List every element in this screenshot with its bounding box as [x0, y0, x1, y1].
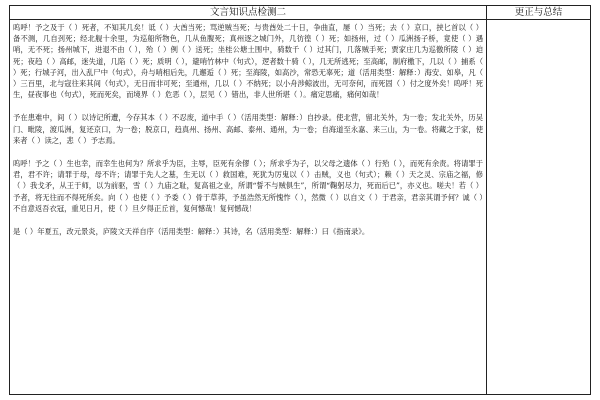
passage-paragraph-1: 呜呼！予之及于（ ）死者，不知其几矣！诋（ ）大酋当死；骂逆贼当死；与贵酋处二十日，争曲直，屡（ ）当死；去（ ）京口，挟匕首以（ ）备不测，几自刭死；经北舰十余里，为巡船所物色，几从鱼腹死；真州逐之城门外，几彷徨（ ）死；如扬州，过（ ）瓜洲扬子桥，竟使（ ）遇哨，无不死；扬州城下，进退不由（ ），殆（ ）例（ ）送死；坐桂公塘土围中，骑数千（ ）过其门，几落贼手死；贾家庄几为巡徼所陵（ ）迫死；夜趋（ ）高邮，迷失道，几陷（ ）死；质明（ ），避哨竹林中（句式），逻者数十骑（ ），几无所逃死；至高邮，制府檄下，几以（ ）捕系（ ）死；行城子河，出入乱尸中（句式），舟与哨相后先，几邂逅（ ）死；至海陵，如高沙，常恐无辜死；道（活用类型：解释：）海安、如皋，凡（ ）三百里，北与寇往来其间（句式），无日而非可死；至通州，几以（ ）不纳死；以小舟涉鲸波出，无可奈何，而死固（ ）付之度外矣！呜呼！死生，昼夜事也（句式），死而死矣，而境界（ ）危恶（ ），层见（ ）错出，非人世所堪（ ）。痛定思痛，痛何如哉！: [13, 23, 483, 100]
passage-paragraph-2: 予在患难中，间（ ）以诗记所遭，今存其本（ ）不忍废，道中手（ ）（活用类型：解释：）自抄录。使北营，留北关外，为一卷；发北关外，历吴门、毗陵，渡瓜洲，复还京口，为一卷；脱京口，趋真州、扬州、高邮、泰州、通州，为一卷；自海道至永嘉、来三山，为一卷。将藏之于家，使来者（ ）读之，悲（ ）予志焉。: [13, 113, 483, 145]
column-divider: [486, 6, 487, 394]
worksheet-table: [9, 5, 591, 395]
corrections-column-title: 更正与总结: [514, 7, 563, 18]
paragraph-spacer: [13, 146, 483, 158]
corrections-column[interactable]: [489, 22, 588, 392]
header-divider: [10, 19, 590, 20]
passage-paragraph-3: 呜呼！予之（ ）生也幸，而幸生也何为？所求乎为臣，主辱，臣死有余僇（ ）；所求乎为子，以父母之遗体（ ）行殆（ ），而死有余责。将请罪于君，君不许；请罪于母，母不许；请罪于先人之墓，生无以（ ）救国难，死犹为厉鬼以（ ）击贼，义也（句式）；赖（ ）天之灵、宗庙之福，修（ ）我戈矛，从王于师，以为前驱，雪（ ）九庙之耻，复高祖之业，所谓“誓不与贼俱生”，所谓“鞠躬尽力，死而后已”，亦义也。嗟夫！若（ ）予者，将无往而不得死所矣。向（ ）也使（ ）予委（ ）骨于草莽，予虽浩然无所愧怍（ ），然微（ ）以自文（ ）于君亲，君亲其谓予何？诚（ ）不自意返吾衣冠，重见日月，使（ ）旦夕得正丘首，复何憾哉！复何憾哉！: [13, 159, 483, 213]
passage-body: [13, 22, 483, 392]
worksheet-title: 文言知识点检测二: [209, 7, 286, 18]
paragraph-spacer: [13, 214, 483, 226]
passage-paragraph-4: 是（ ）年夏五，改元景炎，庐陵文天祥自序（活用类型：解释：）其诗，名（活用类型：解释：）曰《指南录》。: [13, 227, 370, 237]
paragraph-spacer: [13, 100, 483, 112]
